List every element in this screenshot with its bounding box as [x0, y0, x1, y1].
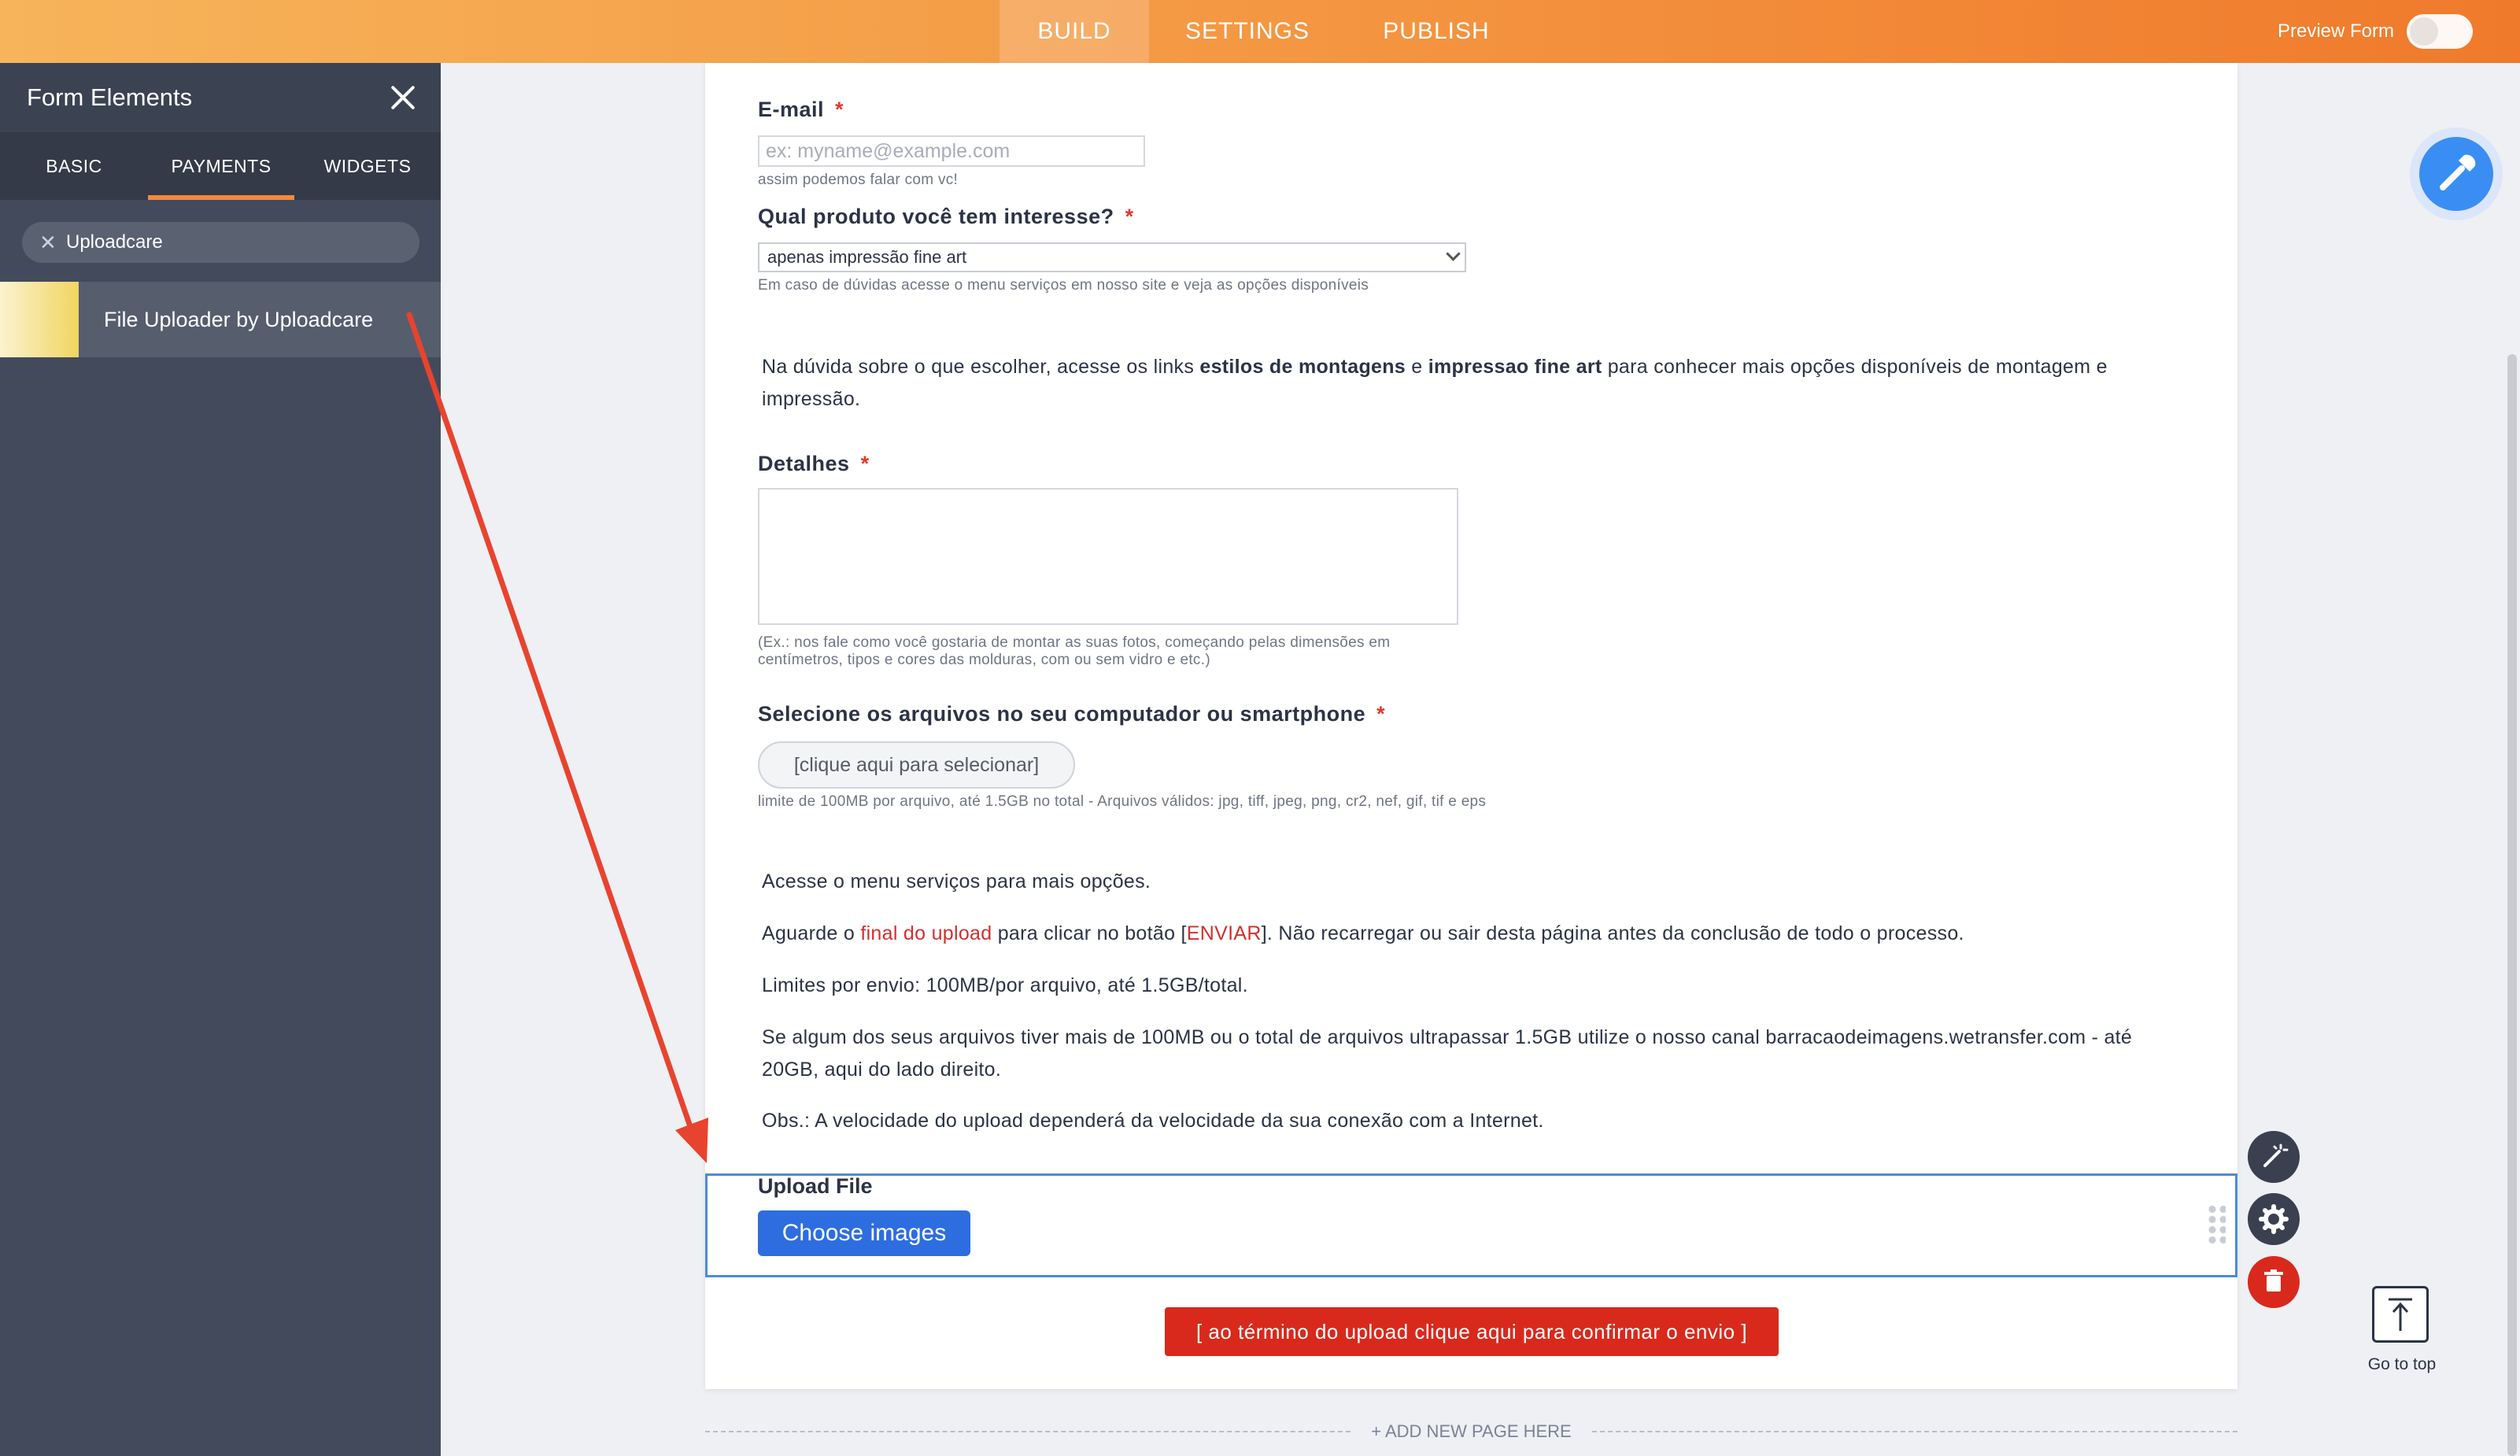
info-text-1: Na dúvida sobre o que escolher, acesse os links [762, 356, 1200, 378]
notes-line-5: Obs.: A velocidade do upload dependerá da velocidade da sua conexão com a Internet. [762, 1110, 1544, 1132]
select-files-button[interactable]: [clique aqui para selecionar] [758, 741, 1075, 789]
product-sublabel: Em caso de dúvidas acesse o menu serviços em nosso site e veja as opções disponíveis [758, 277, 1369, 294]
details-sublabel-2: centímetros, tipos e cores das molduras, com ou sem vidro e etc.) [758, 652, 1210, 668]
choose-images-button[interactable]: Choose images [758, 1210, 970, 1256]
notes-text: Aguarde o [762, 922, 861, 944]
clear-icon[interactable]: ✕ [39, 231, 57, 254]
required-mark: * [1376, 702, 1386, 726]
search-value: Uploadcare [66, 231, 163, 253]
notes-line-4b: 20GB, aqui do lado direito. [762, 1059, 1002, 1081]
notes-line-3: Limites por envio: 100MB/por arquivo, até 1.5GB/total. [762, 974, 1248, 996]
panel-tab-payments[interactable]: PAYMENTS [148, 132, 294, 200]
details-label-text: Detalhes [758, 452, 850, 475]
notes-text: ]. Não recarregar ou sair desta página antes da conclusão de todo o processo. [1261, 922, 1964, 944]
required-mark: * [835, 98, 844, 121]
notes-line-1: Acesse o menu serviços para mais opções. [762, 870, 1151, 892]
panel-tab-basic[interactable]: BASIC [46, 156, 102, 176]
preview-form-label: Preview Form [2277, 20, 2394, 42]
notes-text: para clicar no botão [ [992, 922, 1187, 944]
email-sublabel: assim podemos falar com vc! [758, 172, 959, 188]
add-new-page-label: + ADD NEW PAGE HERE [1352, 1421, 1590, 1441]
info-link-montagens[interactable]: estilos de montagens [1199, 356, 1406, 378]
tab-settings[interactable]: SETTINGS [1184, 18, 1310, 44]
submit-button[interactable]: [ ao término do upload clique aqui para confirmar o envio ] [1165, 1307, 1779, 1356]
notes-line-4a: Se algum dos seus arquivos tiver mais de 100MB ou o total de arquivos ultrapassar 1.5GB utilize o nosso canal barracaodeimagens.wetransfer.com - até [762, 1026, 2133, 1048]
email-placeholder: ex: myname@example.com [766, 140, 1011, 162]
required-mark: * [1125, 205, 1134, 228]
search-result-label: File Uploader by Uploadcare [104, 308, 374, 331]
details-sublabel-1: (Ex.: nos fale como você gostaria de montar as suas fotos, começando pelas dimensões em [758, 634, 1391, 651]
required-mark: * [860, 452, 870, 475]
upload-label: Upload File [758, 1174, 873, 1198]
notes-highlight-upload: final do upload [860, 922, 992, 944]
files-label-text: Selecione os arquivos no seu computador ou smartphone [758, 702, 1366, 726]
files-sublabel: limite de 100MB por arquivo, até 1.5GB no total - Arquivos válidos: jpg, tiff, jpeg, png, cr2, nef, gif, tif e eps [758, 793, 1487, 810]
notes-highlight-enviar: ENVIAR [1186, 922, 1262, 944]
panel-tab-widgets[interactable]: WIDGETS [323, 156, 412, 176]
tab-build[interactable]: BUILD [1000, 0, 1149, 63]
go-to-top-label: Go to top [2367, 1355, 2437, 1373]
product-selected-value: apenas impressão fine art [767, 247, 967, 267]
tab-publish[interactable]: PUBLISH [1383, 18, 1490, 44]
info-link-fine-art[interactable]: impressao fine art [1428, 356, 1602, 378]
info-text-3: para conhecer mais opções disponíveis de montagem e impressão. [762, 356, 2108, 410]
panel-title: Form Elements [27, 83, 193, 111]
product-label-text: Qual produto você tem interesse? [758, 205, 1114, 228]
info-text-2: e [1406, 356, 1428, 378]
email-label-text: E-mail [758, 98, 825, 121]
